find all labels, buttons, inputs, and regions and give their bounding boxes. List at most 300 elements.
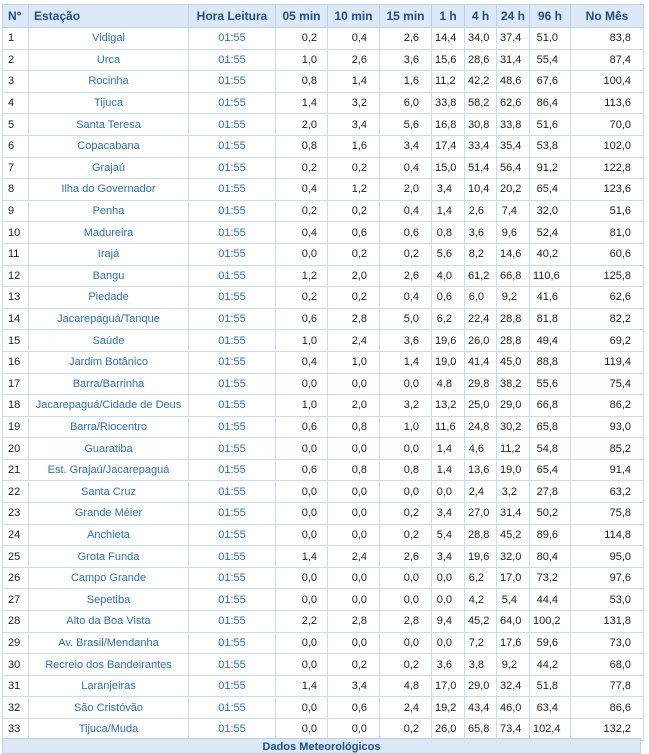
rain-24h: 7,4 <box>497 200 530 222</box>
reading-time: 01:55 <box>189 481 276 503</box>
station-name[interactable]: Barra/Barrinha <box>29 373 189 395</box>
rain-4h: 29,8 <box>465 373 497 395</box>
station-name[interactable]: Av. Brasil/Mendanha <box>29 632 189 654</box>
row-number: 18 <box>3 395 29 417</box>
reading-time: 01:55 <box>189 524 276 546</box>
rain-05min: 0,6 <box>276 416 328 438</box>
table-row <box>3 92 644 114</box>
row-number: 7 <box>3 157 29 179</box>
column-header-4h[interactable]: 4 h <box>465 5 497 28</box>
column-header-reading-time[interactable]: Hora Leitura <box>189 5 276 28</box>
rain-1h: 1,4 <box>432 459 465 481</box>
station-name[interactable]: Anchieta <box>29 524 189 546</box>
rain-05min: 0,6 <box>276 308 328 330</box>
station-name[interactable]: Grota Funda <box>29 546 189 568</box>
rain-month: 95,0 <box>571 546 644 568</box>
station-name[interactable]: Sepetiba <box>29 589 189 611</box>
station-name[interactable]: Tijuca <box>29 92 189 114</box>
station-name[interactable]: Tijuca/Muda <box>29 719 189 741</box>
table-row <box>3 697 644 719</box>
rain-15min: 5,6 <box>380 114 432 136</box>
station-name[interactable]: Penha <box>29 200 189 222</box>
rain-05min: 1,0 <box>276 330 328 352</box>
rain-4h: 28,8 <box>465 524 497 546</box>
rain-24h: 33,8 <box>497 114 530 136</box>
station-name[interactable]: Laranjeiras <box>29 675 189 697</box>
reading-time: 01:55 <box>189 632 276 654</box>
rain-10min: 0,2 <box>328 654 380 676</box>
row-number: 19 <box>3 416 29 438</box>
rain-month: 62,6 <box>571 287 644 309</box>
rain-month: 69,2 <box>571 330 644 352</box>
station-name[interactable]: Alto da Boa Vista <box>29 611 189 633</box>
table-row <box>3 49 644 71</box>
station-name[interactable]: Santa Teresa <box>29 114 189 136</box>
column-header-1h[interactable]: 1 h <box>432 5 465 28</box>
rain-15min: 3,4 <box>380 135 432 157</box>
station-name[interactable]: Vidigal <box>29 28 189 50</box>
row-number: 16 <box>3 351 29 373</box>
table-row <box>3 28 644 50</box>
rain-15min: 0,6 <box>380 222 432 244</box>
rain-10min: 0,6 <box>328 222 380 244</box>
rain-96h: 100,2 <box>530 611 571 633</box>
rain-24h: 46,0 <box>497 697 530 719</box>
rain-15min: 6,0 <box>380 92 432 114</box>
table-body <box>3 28 644 741</box>
rain-month: 82,2 <box>571 308 644 330</box>
rain-month: 85,2 <box>571 438 644 460</box>
rain-05min: 1,0 <box>276 49 328 71</box>
rain-96h: 32,0 <box>530 200 571 222</box>
reading-time: 01:55 <box>189 114 276 136</box>
rain-24h: 28,8 <box>497 330 530 352</box>
rain-1h: 9,4 <box>432 611 465 633</box>
rain-05min: 2,2 <box>276 611 328 633</box>
rain-4h: 19,6 <box>465 546 497 568</box>
rain-1h: 0,0 <box>432 481 465 503</box>
table-row <box>3 243 644 265</box>
rain-15min: 0,0 <box>380 567 432 589</box>
rain-15min: 0,2 <box>380 654 432 676</box>
rain-1h: 11,2 <box>432 71 465 93</box>
rain-96h: 73,2 <box>530 567 571 589</box>
rain-1h: 16,8 <box>432 114 465 136</box>
rain-10min: 0,2 <box>328 157 380 179</box>
rain-4h: 25,0 <box>465 395 497 417</box>
rain-15min: 1,6 <box>380 71 432 93</box>
column-header-station[interactable]: Estação <box>29 5 189 28</box>
rain-05min: 0,0 <box>276 243 328 265</box>
reading-time: 01:55 <box>189 49 276 71</box>
rain-4h: 6,2 <box>465 567 497 589</box>
rain-4h: 45,2 <box>465 611 497 633</box>
rain-month: 86,2 <box>571 395 644 417</box>
rain-24h: 56,4 <box>497 157 530 179</box>
rain-4h: 28,6 <box>465 49 497 71</box>
rain-month: 87,4 <box>571 49 644 71</box>
rain-05min: 0,8 <box>276 135 328 157</box>
column-header-05min[interactable]: 05 min <box>276 5 328 28</box>
table-row <box>3 287 644 309</box>
rain-05min: 0,2 <box>276 287 328 309</box>
reading-time: 01:55 <box>189 28 276 50</box>
rain-24h: 9,2 <box>497 654 530 676</box>
rain-15min: 0,2 <box>380 503 432 525</box>
row-number: 6 <box>3 135 29 157</box>
rain-05min: 0,2 <box>276 157 328 179</box>
rain-05min: 0,0 <box>276 438 328 460</box>
rain-96h: 44,4 <box>530 589 571 611</box>
rain-month: 114,8 <box>571 524 644 546</box>
rain-4h: 24,8 <box>465 416 497 438</box>
table-row <box>3 524 644 546</box>
rain-24h: 28,8 <box>497 308 530 330</box>
station-name[interactable]: Saúde <box>29 330 189 352</box>
table-row <box>3 567 644 589</box>
station-name[interactable]: Piedade <box>29 287 189 309</box>
row-number: 10 <box>3 222 29 244</box>
rain-24h: 32,4 <box>497 675 530 697</box>
rain-month: 51,6 <box>571 200 644 222</box>
rain-96h: 51,6 <box>530 114 571 136</box>
station-name[interactable]: Rocinha <box>29 71 189 93</box>
rain-15min: 2,0 <box>380 179 432 201</box>
row-number: 26 <box>3 567 29 589</box>
station-name[interactable]: Campo Grande <box>29 567 189 589</box>
rain-10min: 0,0 <box>328 719 380 741</box>
rain-10min: 0,0 <box>328 567 380 589</box>
rain-4h: 29,0 <box>465 675 497 697</box>
rain-24h: 45,2 <box>497 524 530 546</box>
station-name[interactable]: Madureira <box>29 222 189 244</box>
rain-05min: 0,4 <box>276 179 328 201</box>
row-number: 27 <box>3 589 29 611</box>
rain-1h: 26,0 <box>432 719 465 741</box>
rain-10min: 0,0 <box>328 438 380 460</box>
row-number: 21 <box>3 459 29 481</box>
rain-1h: 13,2 <box>432 395 465 417</box>
station-name[interactable]: Bangu <box>29 265 189 287</box>
rain-1h: 15,6 <box>432 49 465 71</box>
station-name[interactable]: Copacabana <box>29 135 189 157</box>
rain-10min: 1,2 <box>328 179 380 201</box>
rain-month: 63,2 <box>571 481 644 503</box>
rain-10min: 0,0 <box>328 481 380 503</box>
rain-96h: 102,4 <box>530 719 571 741</box>
rain-24h: 9,6 <box>497 222 530 244</box>
table-row <box>3 71 644 93</box>
rain-10min: 3,4 <box>328 114 380 136</box>
rain-24h: 35,4 <box>497 135 530 157</box>
rain-1h: 0,6 <box>432 287 465 309</box>
rain-4h: 4,6 <box>465 438 497 460</box>
table-row <box>3 265 644 287</box>
reading-time: 01:55 <box>189 222 276 244</box>
rain-month: 77,8 <box>571 675 644 697</box>
rain-10min: 0,0 <box>328 373 380 395</box>
row-number: 32 <box>3 697 29 719</box>
table-row <box>3 416 644 438</box>
rain-month: 131,8 <box>571 611 644 633</box>
rain-1h: 19,2 <box>432 697 465 719</box>
rain-96h: 91,2 <box>530 157 571 179</box>
rain-1h: 4,8 <box>432 373 465 395</box>
rain-24h: 62,6 <box>497 92 530 114</box>
rain-1h: 4,0 <box>432 265 465 287</box>
rain-1h: 5,4 <box>432 524 465 546</box>
station-name[interactable]: Jardim Botânico <box>29 351 189 373</box>
row-number: 11 <box>3 243 29 265</box>
table-row <box>3 330 644 352</box>
rain-15min: 3,6 <box>380 330 432 352</box>
rain-05min: 0,0 <box>276 503 328 525</box>
row-number: 9 <box>3 200 29 222</box>
row-number: 12 <box>3 265 29 287</box>
footer-bar: Dados Meteorológicos <box>2 738 641 754</box>
table-row <box>3 135 644 157</box>
rain-05min: 0,0 <box>276 697 328 719</box>
station-name[interactable]: Urca <box>29 49 189 71</box>
rain-15min: 1,0 <box>380 416 432 438</box>
station-name[interactable]: Irajá <box>29 243 189 265</box>
rain-15min: 3,6 <box>380 49 432 71</box>
rain-15min: 0,2 <box>380 524 432 546</box>
rain-month: 132,2 <box>571 719 644 741</box>
rain-10min: 1,0 <box>328 351 380 373</box>
rain-month: 75,8 <box>571 503 644 525</box>
rain-month: 97,6 <box>571 567 644 589</box>
rain-10min: 0,0 <box>328 503 380 525</box>
rain-96h: 41,6 <box>530 287 571 309</box>
rain-10min: 2,4 <box>328 330 380 352</box>
rain-10min: 0,2 <box>328 200 380 222</box>
station-name[interactable]: São Cristóvão <box>29 697 189 719</box>
rain-10min: 1,6 <box>328 135 380 157</box>
rain-4h: 3,6 <box>465 222 497 244</box>
rain-month: 75,4 <box>571 373 644 395</box>
rain-96h: 88,8 <box>530 351 571 373</box>
column-header-month[interactable]: No Mês <box>571 5 644 28</box>
reading-time: 01:55 <box>189 589 276 611</box>
rain-05min: 0,2 <box>276 200 328 222</box>
rain-month: 91,4 <box>571 459 644 481</box>
rain-4h: 65,8 <box>465 719 497 741</box>
rain-month: 102,0 <box>571 135 644 157</box>
rain-24h: 48,6 <box>497 71 530 93</box>
rain-4h: 26,0 <box>465 330 497 352</box>
reading-time: 01:55 <box>189 92 276 114</box>
rainfall-table-container <box>2 4 643 741</box>
table-row <box>3 459 644 481</box>
rain-24h: 45,0 <box>497 351 530 373</box>
station-name[interactable]: Guaratiba <box>29 438 189 460</box>
column-header-10min[interactable]: 10 min <box>328 5 380 28</box>
reading-time: 01:55 <box>189 157 276 179</box>
reading-time: 01:55 <box>189 330 276 352</box>
rain-15min: 0,2 <box>380 719 432 741</box>
reading-time: 01:55 <box>189 438 276 460</box>
table-row <box>3 589 644 611</box>
rain-month: 73,0 <box>571 632 644 654</box>
rain-96h: 51,0 <box>530 28 571 50</box>
row-number: 25 <box>3 546 29 568</box>
table-row <box>3 222 644 244</box>
station-name[interactable]: Grajaú <box>29 157 189 179</box>
reading-time: 01:55 <box>189 135 276 157</box>
rain-month: 113,6 <box>571 92 644 114</box>
rain-15min: 2,6 <box>380 28 432 50</box>
rain-96h: 27,8 <box>530 481 571 503</box>
rain-15min: 0,8 <box>380 459 432 481</box>
station-name[interactable]: Jacarepaguá/Cidade de Deus <box>29 395 189 417</box>
rain-4h: 4,2 <box>465 589 497 611</box>
rain-10min: 3,4 <box>328 675 380 697</box>
rain-month: 100,4 <box>571 71 644 93</box>
rain-4h: 43,4 <box>465 697 497 719</box>
rain-15min: 2,6 <box>380 546 432 568</box>
column-header-96h[interactable]: 96 h <box>530 5 571 28</box>
row-number: 13 <box>3 287 29 309</box>
reading-time: 01:55 <box>189 697 276 719</box>
rain-24h: 17,6 <box>497 632 530 654</box>
rain-15min: 3,2 <box>380 395 432 417</box>
rain-96h: 53,8 <box>530 135 571 157</box>
station-name[interactable]: Ilha do Governador <box>29 179 189 201</box>
rain-10min: 2,0 <box>328 395 380 417</box>
row-number: 20 <box>3 438 29 460</box>
row-number: 24 <box>3 524 29 546</box>
rain-4h: 51,4 <box>465 157 497 179</box>
station-name[interactable]: Barra/Riocentro <box>29 416 189 438</box>
rain-24h: 29,0 <box>497 395 530 417</box>
station-name[interactable]: Recreio dos Bandeirantes <box>29 654 189 676</box>
table-row <box>3 719 644 741</box>
station-name[interactable]: Est. Grajaú/Jacarepaguá <box>29 459 189 481</box>
rain-1h: 33,8 <box>432 92 465 114</box>
rain-05min: 1,4 <box>276 546 328 568</box>
rain-05min: 0,0 <box>276 567 328 589</box>
rain-96h: 49,4 <box>530 330 571 352</box>
rain-10min: 0,0 <box>328 524 380 546</box>
rain-1h: 17,0 <box>432 675 465 697</box>
table-row <box>3 308 644 330</box>
rain-1h: 11,6 <box>432 416 465 438</box>
rain-24h: 5,4 <box>497 589 530 611</box>
reading-time: 01:55 <box>189 503 276 525</box>
table-row <box>3 611 644 633</box>
rain-15min: 0,2 <box>380 243 432 265</box>
rain-96h: 65,4 <box>530 179 571 201</box>
station-name[interactable]: Grande Méier <box>29 503 189 525</box>
table-row <box>3 373 644 395</box>
rain-month: 125,8 <box>571 265 644 287</box>
rain-96h: 51,8 <box>530 675 571 697</box>
station-name[interactable]: Jacarepaguá/Tanque <box>29 308 189 330</box>
rain-05min: 1,4 <box>276 675 328 697</box>
rain-96h: 80,4 <box>530 546 571 568</box>
reading-time: 01:55 <box>189 351 276 373</box>
rain-24h: 30,2 <box>497 416 530 438</box>
row-number: 14 <box>3 308 29 330</box>
rain-month: 122,8 <box>571 157 644 179</box>
reading-time: 01:55 <box>189 719 276 741</box>
rain-24h: 17,0 <box>497 567 530 589</box>
reading-time: 01:55 <box>189 416 276 438</box>
row-number: 30 <box>3 654 29 676</box>
rain-24h: 31,4 <box>497 503 530 525</box>
rain-1h: 3,6 <box>432 654 465 676</box>
rain-05min: 2,0 <box>276 114 328 136</box>
rain-05min: 0,0 <box>276 719 328 741</box>
column-header-15min[interactable]: 15 min <box>380 5 432 28</box>
table-row <box>3 114 644 136</box>
table-row <box>3 675 644 697</box>
rain-month: 86,6 <box>571 697 644 719</box>
table-row <box>3 654 644 676</box>
rain-10min: 2,0 <box>328 265 380 287</box>
row-number: 17 <box>3 373 29 395</box>
rain-05min: 0,0 <box>276 589 328 611</box>
table-row <box>3 481 644 503</box>
rain-24h: 9,2 <box>497 287 530 309</box>
rain-month: 68,0 <box>571 654 644 676</box>
rain-05min: 1,4 <box>276 92 328 114</box>
rain-1h: 0,8 <box>432 222 465 244</box>
rain-10min: 0,8 <box>328 416 380 438</box>
rain-24h: 11,2 <box>497 438 530 460</box>
rain-96h: 81,8 <box>530 308 571 330</box>
reading-time: 01:55 <box>189 611 276 633</box>
rain-05min: 0,2 <box>276 28 328 50</box>
rain-10min: 2,4 <box>328 546 380 568</box>
table-row <box>3 438 644 460</box>
rain-96h: 65,8 <box>530 416 571 438</box>
rain-96h: 52,4 <box>530 222 571 244</box>
column-header-24h[interactable]: 24 h <box>497 5 530 28</box>
reading-time: 01:55 <box>189 265 276 287</box>
rain-96h: 110,6 <box>530 265 571 287</box>
row-number: 23 <box>3 503 29 525</box>
rain-96h: 50,2 <box>530 503 571 525</box>
rain-05min: 0,0 <box>276 524 328 546</box>
rain-24h: 37,4 <box>497 28 530 50</box>
rain-1h: 5,6 <box>432 243 465 265</box>
reading-time: 01:55 <box>189 373 276 395</box>
rain-1h: 15,0 <box>432 157 465 179</box>
rain-96h: 55,4 <box>530 49 571 71</box>
rain-1h: 3,4 <box>432 179 465 201</box>
rain-4h: 33,4 <box>465 135 497 157</box>
rain-10min: 0,8 <box>328 459 380 481</box>
rain-24h: 73,4 <box>497 719 530 741</box>
reading-time: 01:55 <box>189 395 276 417</box>
station-name[interactable]: Santa Cruz <box>29 481 189 503</box>
rain-10min: 2,8 <box>328 611 380 633</box>
rain-96h: 55,6 <box>530 373 571 395</box>
column-header-number[interactable]: N° <box>3 5 29 28</box>
rain-24h: 3,2 <box>497 481 530 503</box>
row-number: 3 <box>3 71 29 93</box>
rain-4h: 13,6 <box>465 459 497 481</box>
rain-96h: 66,8 <box>530 395 571 417</box>
rain-4h: 30,8 <box>465 114 497 136</box>
rain-4h: 61,2 <box>465 265 497 287</box>
table-header-row <box>3 5 644 28</box>
reading-time: 01:55 <box>189 179 276 201</box>
rain-15min: 2,8 <box>380 611 432 633</box>
row-number: 2 <box>3 49 29 71</box>
